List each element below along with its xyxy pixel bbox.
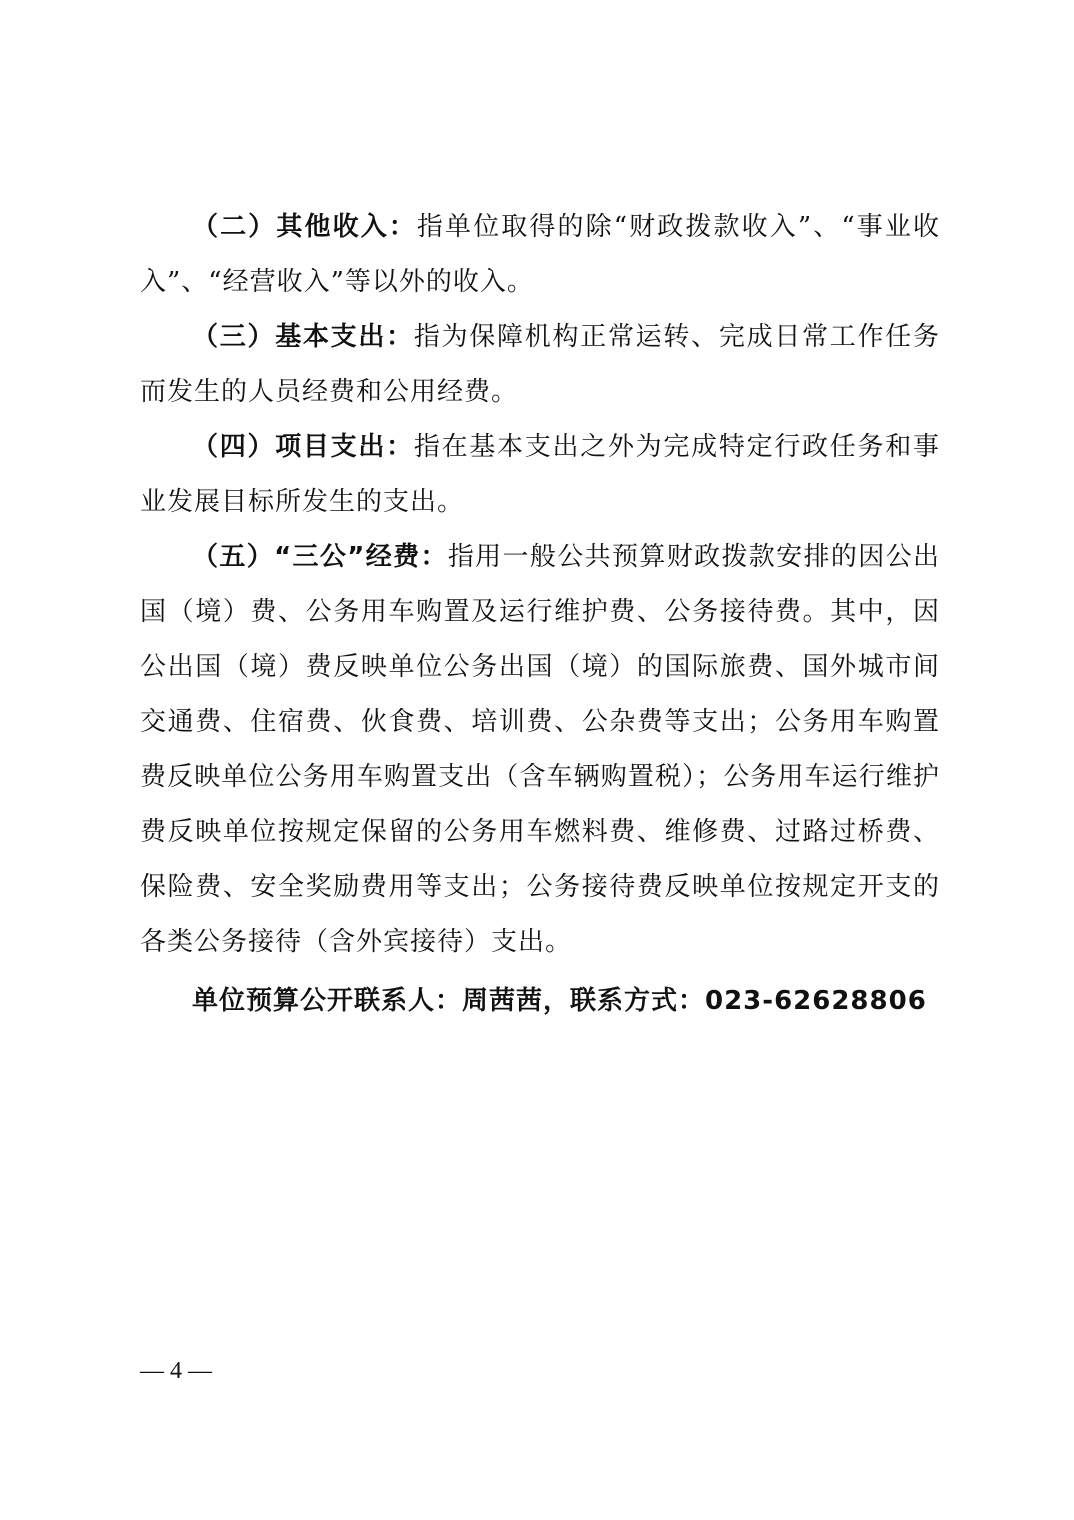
paragraph-project-expenditure <box>140 420 940 530</box>
definition-basic-expenditure: 指为保障机构正常运转、完成日常工作任务而发生的人员经费和公用经费。 <box>140 322 940 407</box>
paragraph-other-income <box>140 200 940 310</box>
contact-line: 单位预算公开联系人：周茜茜，联系方式：023-62628806 <box>192 986 927 1016</box>
term-project-expenditure: （四）项目支出： <box>192 432 414 462</box>
term-three-public-expenses: （五）“三公”经费： <box>192 542 448 572</box>
paragraph-three-public-expenses <box>140 530 940 970</box>
page-number: — 4 — <box>140 1358 212 1384</box>
definition-project-expenditure: 指在基本支出之外为完成特定行政任务和事业发展目标所发生的支出。 <box>140 432 940 517</box>
term-basic-expenditure: （三）基本支出： <box>192 322 414 352</box>
paragraph-basic-expenditure <box>140 310 940 420</box>
definition-three-public-expenses: 指用一般公共预算财政拨款安排的因公出国（境）费、公务用车购置及运行维护费、公务接待费。其中，因公出国（境）费反映单位公务出国（境）的国际旅费、国外城市间交通费、住宿费、伙食费、培训费、公杂费等支出；公务用车购置费反映单位公务用车购置支出（含车辆购置税）；公务用车运行维护费反映单位按规定保留的公务用车燃料费、维修费、过路过桥费、保险费、安全奖励费用等支出；公务接待费反映单位按规定开支的各类公务接待（含外宾接待）支出。 <box>140 542 940 957</box>
definition-other-income: 指单位取得的除“财政拨款收入”、“事业收入”、“经营收入”等以外的收入。 <box>140 212 940 297</box>
document-body <box>140 200 940 1029</box>
term-other-income: （二）其他收入： <box>192 212 417 242</box>
